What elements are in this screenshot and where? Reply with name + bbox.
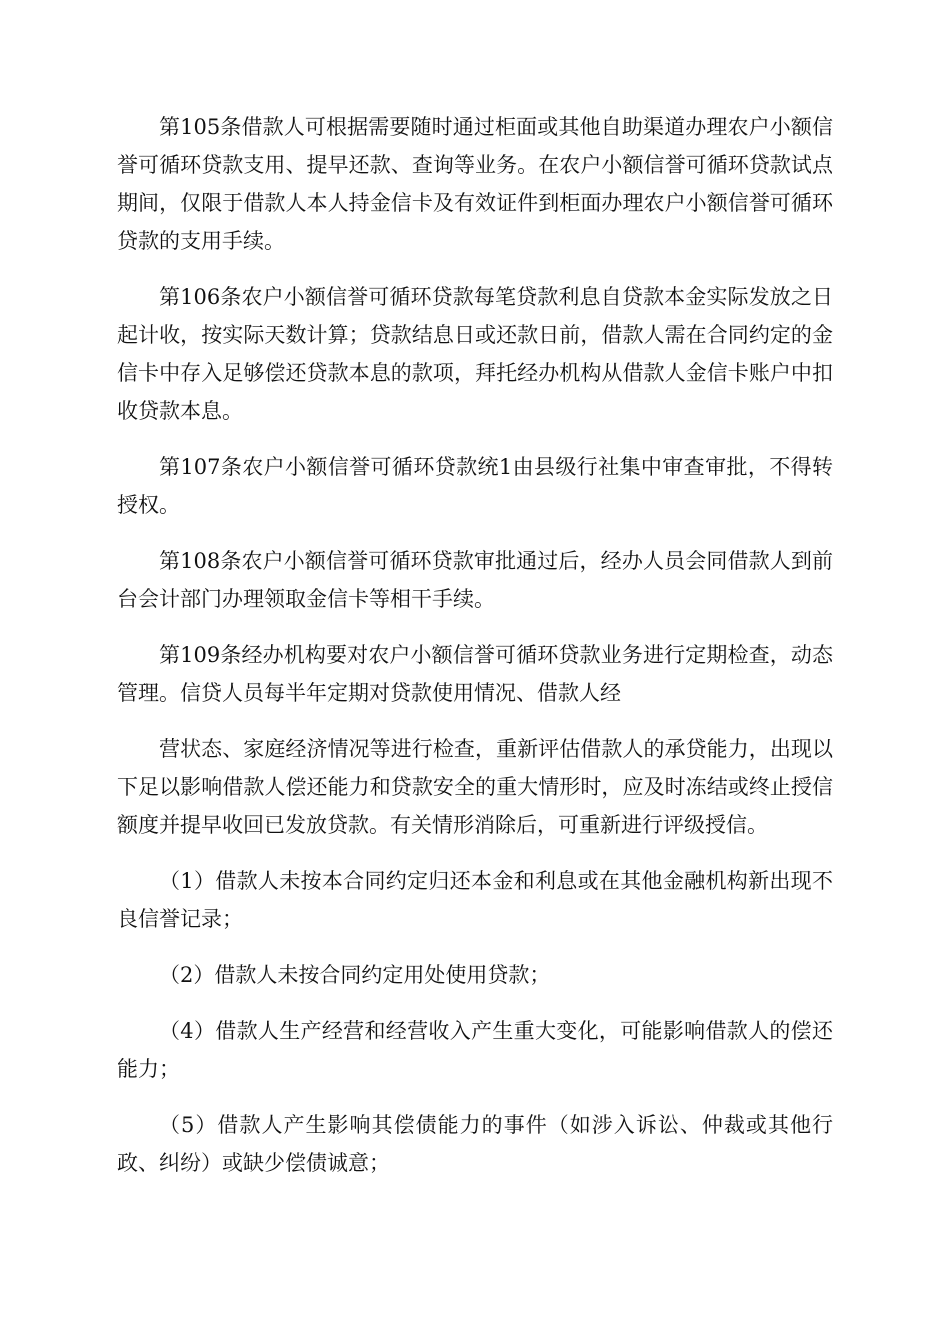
condition-item-4: （4）借款人生产经营和经营收入产生重大变化，可能影响借款人的偿还能力； [117,1019,833,1081]
condition-item-5: （5）借款人产生影响其偿债能力的事件（如涉入诉讼、仲裁或其他行政、纠纷）或缺少偿债诚意； [117,1113,833,1175]
article-107: 第107条农户小额信誉可循环贷款统1由县级行社集中审查审批，不得转授权。 [117,455,833,517]
article-109-continued: 营状态、家庭经济情况等进行检查，重新评估借款人的承贷能力，出现以下足以影响借款人偿还能力和贷款安全的重大情形时，应及时冻结或终止授信额度并提早收回已发放贷款。有关情形消除后，可重新进行评级授信。 [117,737,833,837]
article-109: 第109条经办机构要对农户小额信誉可循环贷款业务进行定期检查，动态管理。信贷人员每半年定期对贷款使用情况、借款人经 [117,643,833,705]
condition-item-1: （1）借款人未按本合同约定归还本金和利息或在其他金融机构新出现不良信誉记录； [117,869,833,931]
article-106: 第106条农户小额信誉可循环贷款每笔贷款利息自贷款本金实际发放之日起计收，按实际天数计算；贷款结息日或还款日前，借款人需在合同约定的金信卡中存入足够偿还贷款本息的款项，拜托经办机构从借款人金信卡账户中扣收贷款本息。 [117,285,833,423]
article-105: 第105条借款人可根据需要随时通过柜面或其他自助渠道办理农户小额信誉可循环贷款支用、提早还款、查询等业务。在农户小额信誉可循环贷款试点期间，仅限于借款人本人持金信卡及有效证件到柜面办理农户小额信誉可循环贷款的支用手续。 [117,115,833,253]
article-108: 第108条农户小额信誉可循环贷款审批通过后，经办人员会同借款人到前台会计部门办理领取金信卡等相干手续。 [117,549,833,611]
document-body [117,108,833,1200]
condition-item-2: （2）借款人未按合同约定用处使用贷款； [159,963,551,987]
